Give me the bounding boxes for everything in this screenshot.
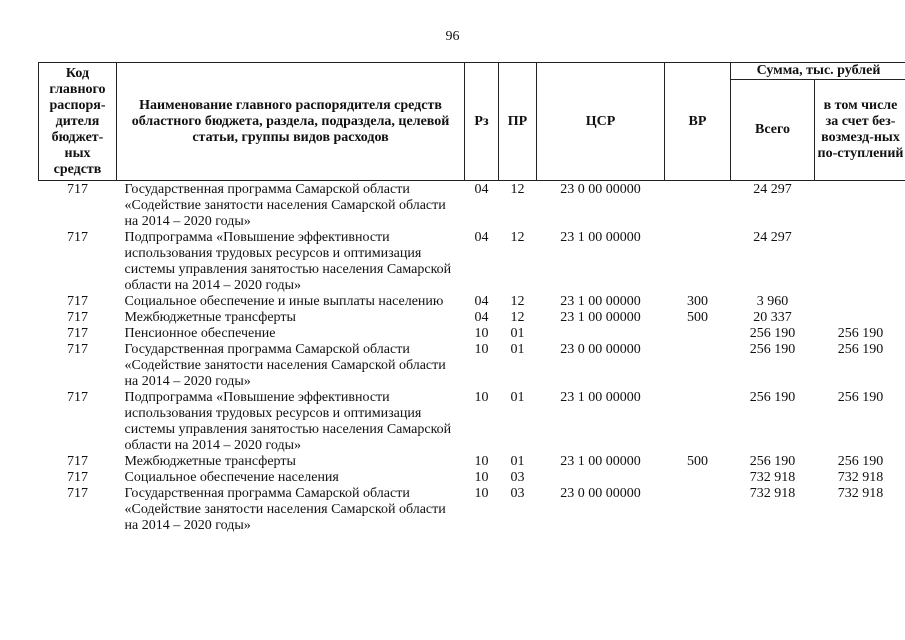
cell-pr: 12 [510,230,525,245]
budget-table [38,62,905,534]
header-pr: ПР [499,63,537,181]
cell-incl: 732 918 [837,470,884,485]
cell-pr: 12 [510,182,525,197]
cell-csr: 23 1 00 00000 [560,310,641,325]
cell-pr: 03 [510,486,525,501]
cell-rz: 04 [474,182,489,197]
table-row [39,326,905,342]
cell-pr: 12 [510,294,525,309]
cell-code: 717 [67,310,88,325]
cell-rz: 10 [474,486,489,501]
cell-code: 717 [67,342,88,357]
cell-csr [537,326,665,342]
cell-total: 24 297 [753,230,792,245]
table-row [39,181,905,231]
cell-pr: 12 [510,310,525,325]
cell-name: Пенсионное обеспечение [124,326,276,341]
cell-csr: 23 0 00 00000 [560,486,641,501]
table-row [39,310,905,326]
cell-pr: 03 [510,470,525,485]
header-total: Всего [731,80,815,181]
cell-total: 20 337 [753,310,792,325]
cell-csr: 23 0 00 00000 [560,182,641,197]
cell-vr [665,181,731,231]
cell-total: 732 918 [749,486,796,501]
cell-vr: 300 [687,294,708,309]
page-number: 96 [445,29,460,44]
cell-rz: 04 [474,310,489,325]
cell-pr: 01 [510,326,525,341]
cell-incl: 256 190 [837,342,884,357]
cell-total: 256 190 [749,454,796,469]
cell-vr [665,230,731,294]
cell-vr [665,342,731,390]
cell-incl [815,181,905,231]
cell-vr [665,486,731,534]
cell-name: Подпрограмма «Повышение эффективности использования трудовых ресурсов и оптимизация системы управления занятостью населения Самарской области на 2014 – 2020 годы» [124,390,452,453]
cell-name: Социальное обеспечение населения [124,470,339,485]
cell-csr: 23 1 00 00000 [560,454,641,469]
cell-name: Межбюджетные трансферты [124,310,296,325]
cell-name: Государственная программа Самарской области «Содействие занятости населения Самарской области на 2014 – 2020 годы» [124,342,446,389]
cell-csr: 23 1 00 00000 [560,390,641,405]
cell-incl: 256 190 [837,390,884,405]
table-row [39,454,905,470]
header-rz: Рз [465,63,499,181]
cell-vr: 500 [687,454,708,469]
cell-total: 256 190 [749,390,796,405]
cell-code: 717 [67,454,88,469]
table-row [39,342,905,390]
cell-csr [537,470,665,486]
cell-pr: 01 [510,342,525,357]
header-code: Код главного распоря-дителя бюджет-ных средств [39,63,117,181]
cell-rz: 10 [474,454,489,469]
cell-name: Подпрограмма «Повышение эффективности использования трудовых ресурсов и оптимизация системы управления занятостью населения Самарской области на 2014 – 2020 годы» [124,230,452,293]
cell-vr [665,470,731,486]
header-name: Наименование главного распорядителя средств областного бюджета, раздела, подраздела, целевой статьи, группы видов расходов [117,63,465,181]
cell-csr: 23 1 00 00000 [560,294,641,309]
header-sum-group: Сумма, тыс. рублей [731,63,905,80]
cell-vr [665,390,731,454]
header-csr: ЦСР [537,63,665,181]
cell-total: 3 960 [756,294,789,309]
cell-name: Социальное обеспечение и иные выплаты населению [124,294,444,309]
cell-name: Государственная программа Самарской области «Содействие занятости населения Самарской области на 2014 – 2020 годы» [124,486,446,533]
table-row [39,470,905,486]
table-row [39,294,905,310]
cell-name: Межбюджетные трансферты [124,454,296,469]
cell-name: Государственная программа Самарской области «Содействие занятости населения Самарской области на 2014 – 2020 годы» [124,182,446,229]
cell-rz: 10 [474,342,489,357]
cell-code: 717 [67,326,88,341]
cell-rz: 04 [474,230,489,245]
table-row [39,230,905,294]
cell-rz: 10 [474,470,489,485]
cell-code: 717 [67,486,88,501]
cell-code: 717 [67,390,88,405]
cell-pr: 01 [510,390,525,405]
cell-csr: 23 1 00 00000 [560,230,641,245]
header-incl: в том числе за счет без-возмезд-ных по-ступлений [815,80,905,181]
cell-total: 732 918 [749,470,796,485]
cell-incl [815,230,905,294]
cell-incl: 732 918 [837,486,884,501]
cell-code: 717 [67,182,88,197]
table-row [39,390,905,454]
cell-csr: 23 0 00 00000 [560,342,641,357]
cell-incl: 256 190 [837,326,884,341]
cell-total: 256 190 [749,342,796,357]
cell-incl [815,294,905,310]
cell-vr [665,326,731,342]
cell-incl [815,310,905,326]
cell-rz: 10 [474,390,489,405]
cell-vr: 500 [687,310,708,325]
cell-incl: 256 190 [837,454,884,469]
table-row [39,486,905,534]
cell-code: 717 [67,470,88,485]
cell-pr: 01 [510,454,525,469]
header-vr: ВР [665,63,731,181]
cell-rz: 04 [474,294,489,309]
cell-rz: 10 [474,326,489,341]
cell-total: 24 297 [753,182,792,197]
cell-code: 717 [67,294,88,309]
cell-total: 256 190 [749,326,796,341]
cell-code: 717 [67,230,88,245]
